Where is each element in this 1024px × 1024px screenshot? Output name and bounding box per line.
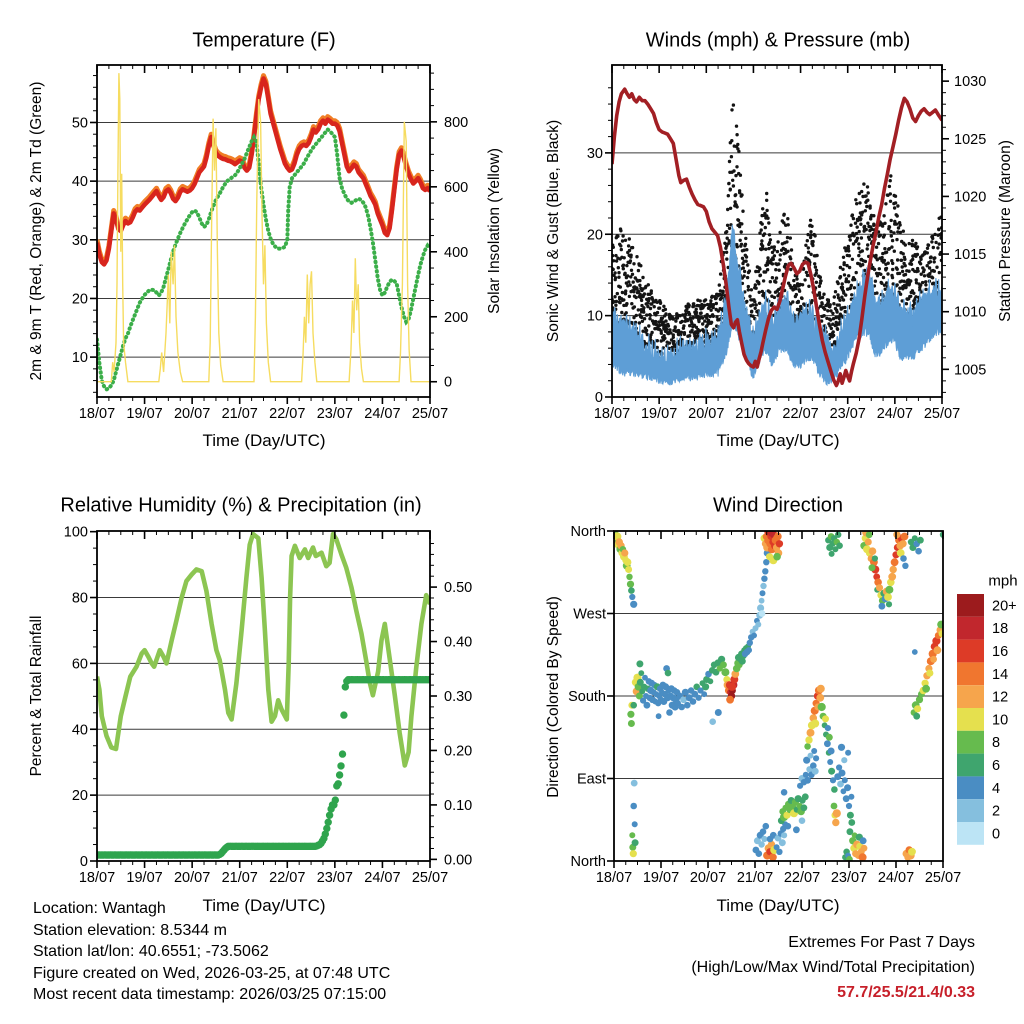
- svg-text:0: 0: [594, 390, 603, 406]
- svg-text:6: 6: [992, 758, 1001, 774]
- station-location: Location: Wantagh: [33, 900, 166, 917]
- humidity-plot-area: [97, 534, 430, 855]
- svg-text:21/07: 21/07: [735, 406, 772, 422]
- winds-pressure-chart: [587, 65, 986, 422]
- svg-text:22/07: 22/07: [269, 870, 306, 886]
- svg-text:18/07: 18/07: [78, 406, 116, 422]
- t2m-series: [97, 79, 430, 265]
- svg-text:North: North: [570, 854, 606, 870]
- svg-text:23/07: 23/07: [316, 870, 354, 886]
- svg-text:24/07: 24/07: [364, 406, 401, 422]
- wind-direction-chart: [568, 524, 961, 886]
- svg-text:24/07: 24/07: [876, 406, 914, 422]
- svg-text:4: 4: [992, 780, 1001, 797]
- direction-xlabel: Time (Day/UTC): [716, 896, 840, 915]
- svg-text:200: 200: [444, 309, 469, 326]
- svg-text:21/07: 21/07: [221, 870, 258, 886]
- svg-text:800: 800: [444, 114, 469, 131]
- svg-text:80: 80: [71, 590, 88, 607]
- station-latlon: Station lat/lon: 40.6551; -73.5062: [33, 943, 269, 960]
- svg-text:20+: 20+: [992, 598, 1017, 615]
- svg-text:21/07: 21/07: [736, 870, 774, 886]
- svg-text:25/07: 25/07: [411, 870, 449, 886]
- rainfall-dots: [97, 680, 430, 855]
- svg-text:20/07: 20/07: [173, 406, 211, 422]
- direction-ylabel-left: Direction (Colored By Speed): [545, 596, 562, 798]
- svg-text:23/07: 23/07: [316, 406, 354, 422]
- svg-text:18: 18: [992, 621, 1009, 638]
- svg-text:100: 100: [63, 524, 88, 541]
- svg-text:23/07: 23/07: [830, 870, 868, 886]
- svg-text:20: 20: [71, 291, 88, 308]
- svg-text:1020: 1020: [954, 189, 987, 206]
- humidity-series: [97, 534, 430, 766]
- svg-text:400: 400: [444, 244, 469, 261]
- wind-plot-area: [612, 89, 942, 385]
- extremes-heading: Extremes For Past 7 Days: [788, 934, 975, 951]
- svg-text:20: 20: [586, 227, 603, 244]
- pressure-ylabel-right: Station Pressure (Maroon): [997, 140, 1014, 322]
- svg-text:22/07: 22/07: [783, 870, 821, 886]
- colorbar-unit-label: mph: [988, 572, 1018, 590]
- svg-text:1010: 1010: [954, 304, 987, 321]
- svg-text:20: 20: [71, 788, 88, 805]
- direction-plot-area: [613, 527, 947, 862]
- solar-series: [97, 73, 430, 382]
- svg-text:40: 40: [71, 722, 88, 739]
- svg-text:18/07: 18/07: [78, 870, 116, 886]
- svg-text:18/07: 18/07: [595, 870, 633, 886]
- svg-text:0.00: 0.00: [444, 852, 473, 869]
- svg-text:1025: 1025: [954, 131, 987, 148]
- svg-text:0: 0: [444, 374, 453, 391]
- wind-ylabel-left: Sonic Wind & Gust (Blue, Black): [545, 119, 562, 343]
- svg-text:0.40: 0.40: [444, 634, 473, 651]
- t9m-series: [97, 76, 430, 262]
- svg-text:22/07: 22/07: [782, 406, 819, 422]
- svg-text:30: 30: [71, 232, 88, 249]
- svg-text:1005: 1005: [954, 362, 987, 379]
- svg-text:50: 50: [71, 115, 88, 132]
- svg-text:2: 2: [992, 803, 1001, 820]
- svg-text:24/07: 24/07: [877, 870, 915, 886]
- temperature-title: Temperature (F): [192, 29, 336, 52]
- svg-text:19/07: 19/07: [126, 406, 163, 422]
- svg-text:19/07: 19/07: [640, 406, 678, 422]
- svg-text:0.20: 0.20: [444, 743, 473, 760]
- temperature-xlabel: Time (Day/UTC): [202, 431, 326, 450]
- svg-text:20/07: 20/07: [173, 870, 211, 886]
- svg-text:8: 8: [992, 735, 1001, 752]
- temperature-plot-area: [97, 73, 430, 389]
- svg-text:25/07: 25/07: [411, 406, 449, 422]
- svg-text:18/07: 18/07: [593, 406, 631, 422]
- svg-text:20/07: 20/07: [688, 406, 725, 422]
- svg-text:20/07: 20/07: [689, 870, 727, 886]
- svg-text:0: 0: [79, 854, 88, 870]
- extremes-block: [691, 930, 975, 1005]
- svg-text:0.50: 0.50: [444, 580, 473, 597]
- svg-text:25/07: 25/07: [924, 870, 962, 886]
- svg-text:12: 12: [992, 689, 1009, 706]
- svg-text:60: 60: [71, 656, 88, 673]
- svg-text:19/07: 19/07: [126, 870, 163, 886]
- svg-text:South: South: [568, 689, 606, 705]
- humidity-precip-title: Relative Humidity (%) & Precipitation (in): [60, 494, 422, 517]
- speed-colorbar: [957, 594, 1017, 845]
- svg-text:10: 10: [71, 350, 88, 367]
- svg-text:30: 30: [586, 145, 603, 162]
- humidity-ylabel-left: Percent & Total Rainfall: [28, 615, 45, 777]
- temperature-ylabel-right: Solar Insolation (Yellow): [486, 148, 503, 314]
- svg-text:21/07: 21/07: [221, 406, 258, 422]
- svg-text:40: 40: [71, 174, 88, 191]
- winds-pressure-title: Winds (mph) & Pressure (mb): [645, 29, 911, 52]
- svg-text:West: West: [573, 606, 606, 623]
- wind-direction-title: Wind Direction: [712, 494, 844, 517]
- svg-text:16: 16: [992, 644, 1009, 660]
- temperature-chart: [72, 65, 468, 422]
- extremes-values: 57.7/25.5/21.4/0.33: [837, 984, 975, 1001]
- svg-text:24/07: 24/07: [364, 870, 401, 886]
- extremes-subheading: (High/Low/Max Wind/Total Precipitation): [691, 959, 975, 976]
- svg-text:25/07: 25/07: [923, 406, 961, 422]
- station-elevation: Station elevation: 8.5344 m: [33, 921, 227, 939]
- humidity-xlabel: Time (Day/UTC): [202, 896, 326, 915]
- station-info-block: [33, 898, 390, 1006]
- svg-text:1015: 1015: [954, 247, 987, 264]
- svg-text:14: 14: [992, 666, 1009, 683]
- svg-text:0.10: 0.10: [444, 797, 473, 814]
- svg-text:1030: 1030: [954, 74, 987, 91]
- svg-text:19/07: 19/07: [642, 870, 680, 886]
- humidity-precip-chart: [64, 525, 472, 886]
- wind-xlabel: Time (Day/UTC): [716, 431, 840, 450]
- svg-text:23/07: 23/07: [829, 406, 866, 422]
- svg-text:East: East: [576, 771, 606, 788]
- svg-text:600: 600: [444, 179, 469, 196]
- most-recent-data-timestamp: Most recent data timestamp: 2026/03/25 07:15:00: [33, 986, 387, 1003]
- svg-text:0: 0: [992, 826, 1001, 843]
- svg-text:North: North: [570, 524, 606, 540]
- figure-created-timestamp: Figure created on Wed, 2026-03-25, at 07:48 UTC: [33, 964, 391, 982]
- svg-text:10: 10: [586, 308, 603, 325]
- svg-text:22/07: 22/07: [269, 406, 306, 422]
- temperature-ylabel-left: 2m & 9m T (Red, Orange) & 2m Td (Green): [28, 81, 45, 381]
- svg-text:0.30: 0.30: [444, 689, 473, 705]
- svg-text:10: 10: [992, 712, 1009, 729]
